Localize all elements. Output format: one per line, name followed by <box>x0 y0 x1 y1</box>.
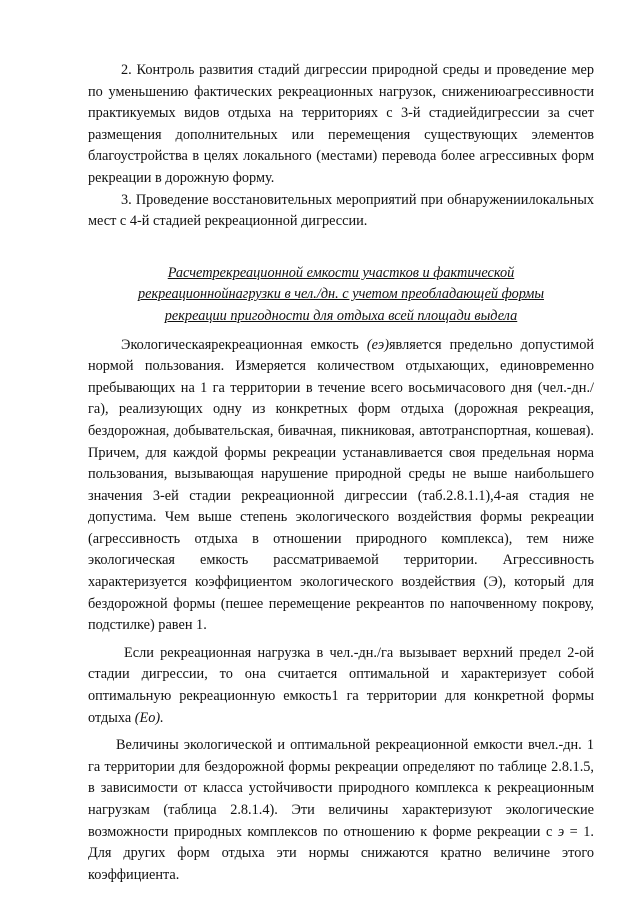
impact-coefficient-symbol: э <box>557 823 565 840</box>
paragraph-optimal-capacity <box>88 643 594 729</box>
list-item-3: 3. Проведение восстановительных мероприятий при обнаружениилокальных мест с 4-й стадией рекреационной дигрессии. <box>88 191 594 230</box>
paragraph-text: Если рекреационная нагрузка в чел.-дн./га вызывает верхний предел 2-ой стадии дигрессии, то она считается оптимальной и характеризует собой оптимальную рекреационную емкость1 га территории для конкретной формы отдыха <box>88 644 594 726</box>
section-heading: Расчетрекреационной емкости участков и фактической рекреационнойнагрузки в чел./дн. с учетом преобладающей формы рекреации пригодности для отдыха всей площади выдела <box>137 264 545 324</box>
paragraph-text: Величины экологической и оптимальной рекреационной емкости вчел.-дн. 1 га территории для бездорожной формы рекреации определяют по таблице 2.8.1.5, в зависимости от класса устойчивости природного комплекса к рекреационным нагрузкам (таблица 2.8.1.4). Эти величины характеризуют экологические возможности природных комплексов по отношению к форме рекреации с <box>88 737 594 840</box>
paragraph-text: является предельно допустимой нормой пользования. Измеряется количеством отдыхающих, единовременно пребывающих на 1 га территории в течение всего восьмичасового дня (чел.-дн./га), реализующих одну из конкретных форм отдыха (дорожная рекреация, бездорожная, добывательская, бивачная, пикниковая, автотранспортная, кошевая). Причем, для каждой формы рекреации устанавливается своя предельная норма пользования, вызывающая нарушение природной среды не выше наибольшего значения 3-ей стадии рекреационной дигрессии (таб.2.8.1.1),4-ая стадия не допустима. Чем выше степень экологического воздействия формы рекреации (агрессивность отдыха в отношении природного комплекса), тем ниже экологическая емкость рассматриваемой территории. Агрессивность характеризуется коэффициентом экологического воздействия (Э), который для бездорожной формы (пешее перемещение рекреантов по напочвенному покрову, подстилке) равен 1. <box>88 336 594 634</box>
paragraph-text: Экологическаярекреационная емкость <box>121 336 367 353</box>
capacity-symbol: (еэ) <box>366 336 389 353</box>
list-item-2: 2. Контроль развития стадий дигрессии природной среды и проведение мер по уменьшению фактических рекреационных нагрузок, снижениюагрессивности практикуемых видов отдыха на территориях с 3-й стадиейдигрессии за счет размещения дополнительных или перемещения существующих элементов благоустройства в целях локального (местами) перевода более агрессивных форм рекреации в дорожную форму. <box>88 62 594 186</box>
paragraph-ecological-capacity <box>88 335 594 637</box>
optimal-capacity-symbol: (Ео). <box>134 709 164 726</box>
paragraph-capacity-values <box>88 735 594 886</box>
paragraph-text: = 1. Для других форм отдыха эти нормы снижаются кратно величине этого коэффициента. <box>88 823 594 883</box>
document-page <box>88 60 594 886</box>
